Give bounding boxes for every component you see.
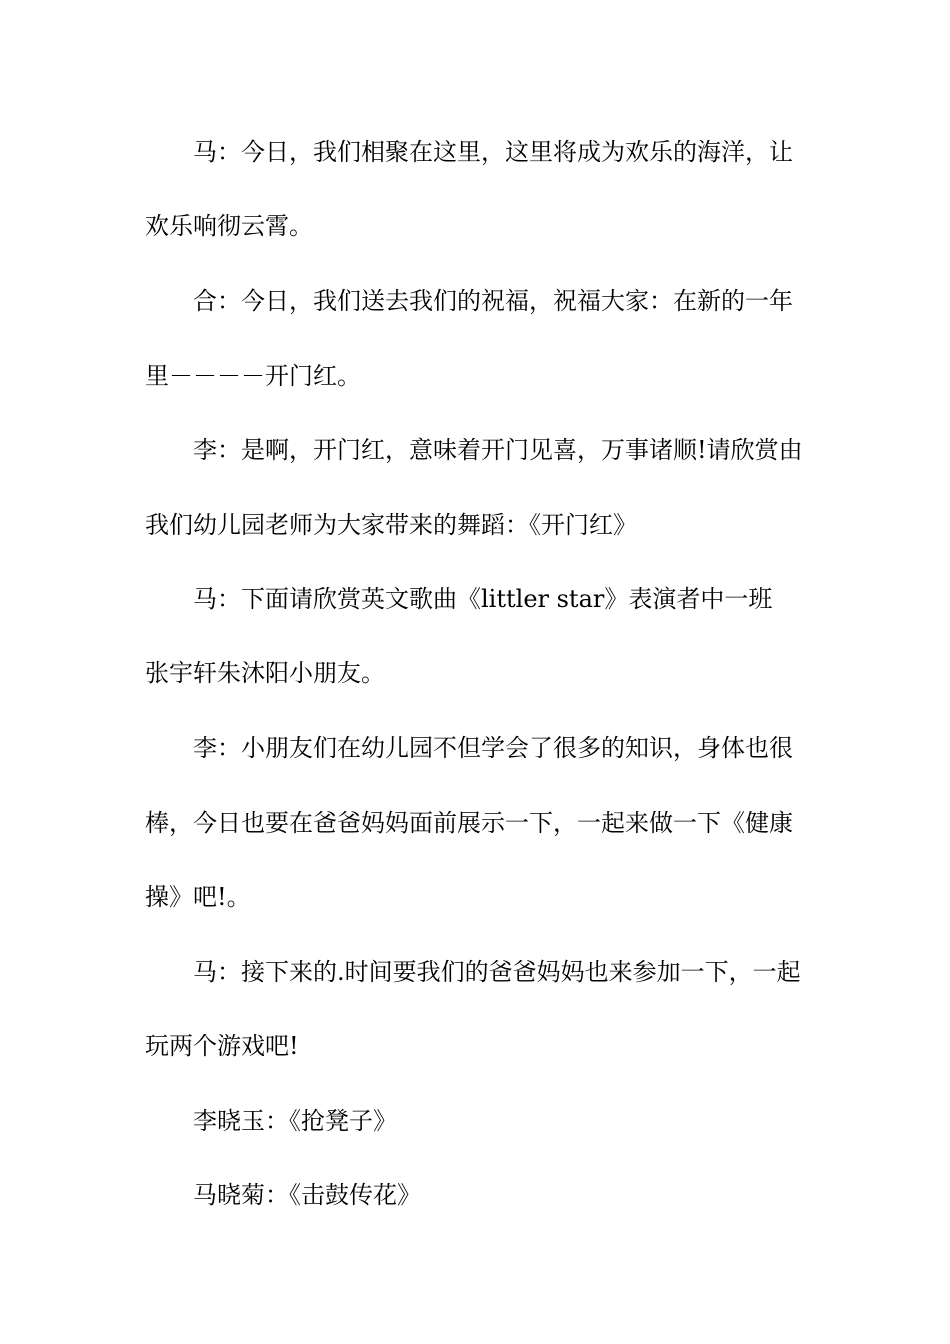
paragraph-line: 张宇轩朱沐阳小朋友。 bbox=[145, 659, 385, 687]
paragraph-line: 马：今日，我们相聚在这里，这里将成为欢乐的海洋，让 bbox=[193, 138, 793, 166]
paragraph-line: 马：下面请欣赏英文歌曲《littler star》表演者中一班 bbox=[193, 585, 773, 613]
paragraph-line: 棒，今日也要在爸爸妈妈面前展示一下，一起来做一下《健康 bbox=[145, 809, 793, 837]
paragraph-line: 李：是啊，开门红，意味着开门见喜，万事诸顺!请欣赏由 bbox=[193, 436, 803, 464]
paragraph-line: 李晓玉：《抢凳子》 bbox=[193, 1107, 397, 1135]
paragraph-line: 里－－－－开门红。 bbox=[145, 362, 361, 390]
paragraph-line: 欢乐响彻云霄。 bbox=[145, 212, 313, 240]
paragraph-line: 操》吧!。 bbox=[145, 883, 251, 911]
paragraph-line: 我们幼儿园老师为大家带来的舞蹈：《开门红》 bbox=[145, 511, 637, 539]
paragraph-line: 马晓菊：《击鼓传花》 bbox=[193, 1181, 421, 1209]
paragraph-line: 玩两个游戏吧! bbox=[145, 1032, 299, 1060]
paragraph-line: 马：接下来的.时间要我们的爸爸妈妈也来参加一下，一起 bbox=[193, 958, 801, 986]
paragraph-line: 合：今日，我们送去我们的祝福，祝福大家：在新的一年 bbox=[193, 287, 793, 315]
paragraph-line: 李：小朋友们在幼儿园不但学会了很多的知识，身体也很 bbox=[193, 734, 793, 762]
